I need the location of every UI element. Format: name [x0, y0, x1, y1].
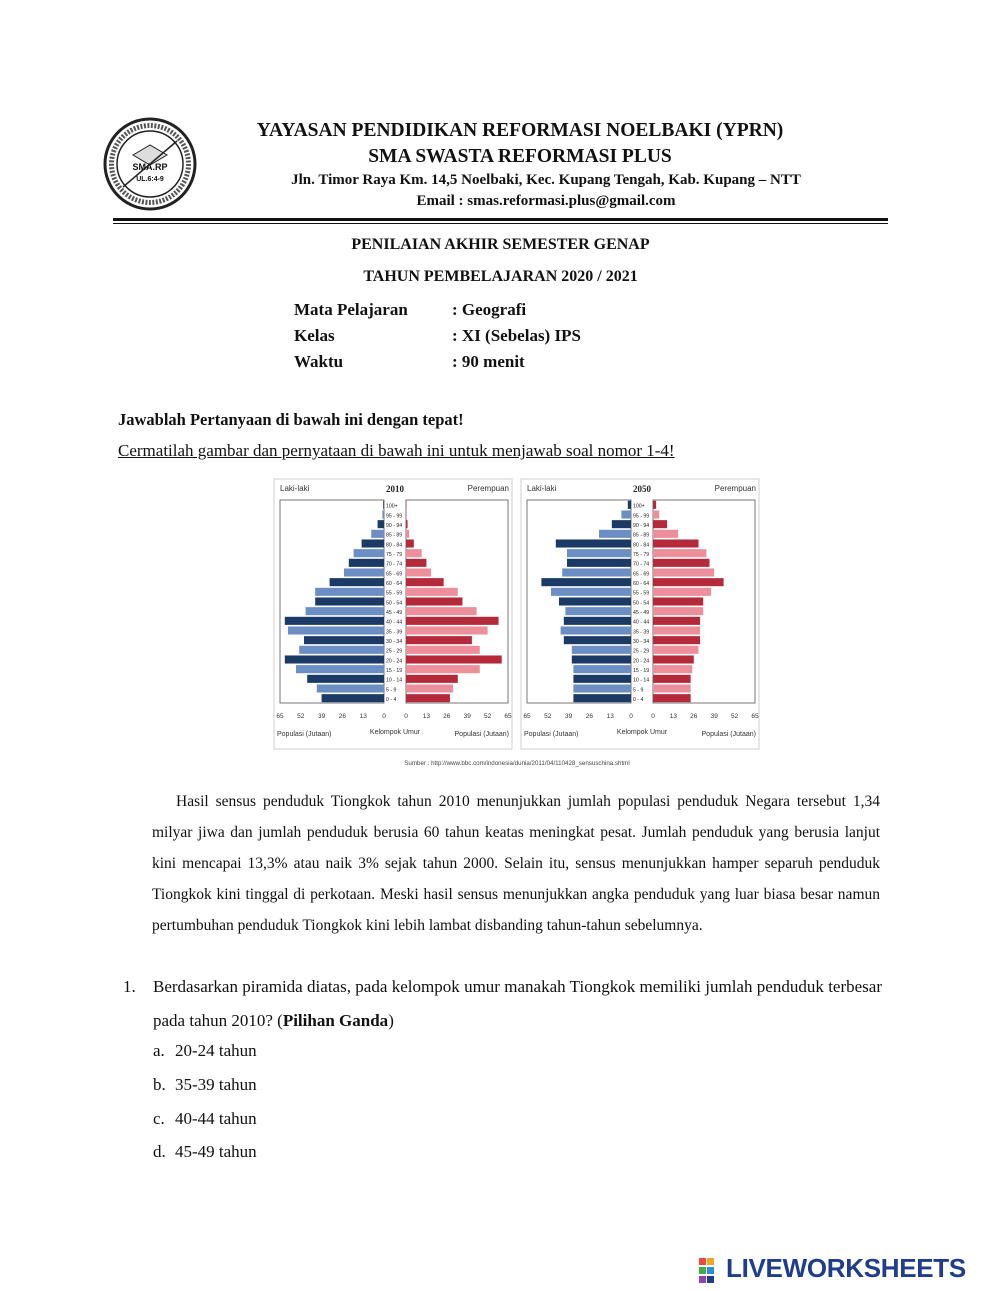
- pyramid-bar-female: [653, 675, 691, 683]
- pyramid-age-label: 75 - 79: [633, 552, 650, 558]
- pyramid-age-label: 10 - 14: [386, 677, 403, 684]
- pyramid-bar-male: [304, 636, 384, 644]
- option-b-letter: b.: [153, 1075, 166, 1094]
- pyramid-left-label: Laki-laki: [280, 484, 310, 493]
- pyramid-tick-label: 0: [629, 713, 633, 720]
- pyramid-bar-female: [653, 520, 667, 528]
- foundation-name: YAYASAN PENDIDIKAN REFORMASI NOELBAKI (YPRN): [256, 120, 784, 141]
- pyramid-bar-female: [653, 568, 714, 576]
- pyramid-bar-female: [653, 510, 659, 518]
- pyramid-tick-label: 52: [544, 713, 552, 720]
- pyramid-bar-female: [653, 655, 694, 663]
- pyramid-age-label: 95 - 99: [633, 513, 650, 520]
- main-instruction: Jawablah Pertanyaan di bawah ini dengan tepat!: [118, 410, 464, 429]
- pyramid-tick-label: 13: [669, 713, 678, 720]
- pyramid-bar-male: [315, 597, 384, 605]
- pyramid-age-label: 35 - 39: [633, 629, 650, 636]
- pyramid-center-label: Kelompok Umur: [369, 729, 421, 736]
- pyramid-bar-female: [653, 597, 703, 605]
- pyramid-age-label: 95 - 99: [386, 513, 403, 520]
- pyramid-age-label: 90 - 94: [386, 523, 403, 529]
- pyramid-age-label: 25 - 29: [633, 648, 650, 655]
- pyramid-bar-male: [567, 549, 631, 557]
- pyramid-age-label: 20 - 24: [633, 658, 650, 665]
- question-type: Pilihan Ganda: [282, 1010, 389, 1030]
- pyramid-bar-female: [653, 636, 700, 644]
- pyramid-tick-label: 52: [297, 713, 305, 720]
- pyramid-bar-female: [653, 549, 706, 557]
- pyramid-bar-male: [564, 617, 631, 625]
- pyramid-age-label: 50 - 54: [633, 600, 650, 607]
- pyramid-bar-male: [382, 510, 384, 518]
- pyramid-age-label: 15 - 19: [386, 668, 403, 674]
- pyramid-tick-label: 65: [504, 713, 512, 720]
- logo-text: SMA.RP: [132, 162, 168, 172]
- pyramid-bar-male: [612, 520, 631, 528]
- pyramid-bar-male: [573, 684, 631, 692]
- pyramid-xlabel-right: Populasi (Jutaan): [454, 731, 509, 738]
- pyramid-age-label: 35 - 39: [386, 629, 403, 636]
- pyramid-bar-male: [354, 549, 384, 557]
- pyramid-age-label: 85 - 89: [633, 532, 650, 539]
- pyramid-tick-label: 39: [564, 713, 573, 720]
- pyramid-bar-female: [653, 501, 656, 509]
- option-d-letter: d.: [153, 1142, 166, 1161]
- liveworksheets-brand[interactable]: LIVEWORKSHEETS: [726, 1253, 966, 1283]
- pyramid-year: 2010: [386, 484, 404, 494]
- pyramid-tick-label: 52: [730, 713, 739, 720]
- pyramid-age-label: 55 - 59: [633, 590, 650, 597]
- pyramid-bar-male: [330, 578, 384, 586]
- pyramid-bar-female: [653, 684, 691, 692]
- pyramid-bar-female: [406, 655, 502, 663]
- pyramid-age-label: 65 - 69: [633, 571, 650, 578]
- pyramid-year: 2050: [633, 484, 651, 494]
- pyramid-tick-label: 65: [523, 713, 531, 720]
- pyramid-age-label: 5 - 9: [633, 687, 644, 694]
- pyramid-bar-female: [653, 665, 692, 673]
- field-subject-value: : Geografi: [452, 300, 527, 319]
- pyramid-xlabel-right: Populasi (Jutaan): [701, 731, 756, 738]
- pyramid-bar-female: [406, 530, 409, 538]
- pyramid-age-label: 40 - 44: [633, 619, 650, 626]
- pyramid-bar-male: [564, 636, 631, 644]
- pyramid-right-label: Perempuan: [714, 484, 756, 493]
- pyramid-bar-male: [556, 539, 631, 547]
- pyramid-bar-female: [653, 530, 678, 538]
- option-d[interactable]: 45-49 tahun: [175, 1142, 257, 1161]
- pyramid-xlabel-left: Populasi (Jutaan): [524, 731, 579, 738]
- population-pyramids-chart: [273, 478, 761, 770]
- pyramid-bar-female: [406, 520, 408, 528]
- pyramid-bar-male: [383, 501, 384, 509]
- pyramid-bar-male: [599, 530, 631, 538]
- pyramid-center-label: Kelompok Umur: [616, 729, 668, 736]
- pyramid-bar-female: [653, 694, 691, 702]
- pyramid-bar-female: [406, 539, 414, 547]
- pyramid-tick-label: 26: [338, 713, 347, 720]
- sub-instruction: Cermatilah gambar dan pernyataan di bawah ini untuk menjawab soal nomor 1-4!: [118, 441, 675, 460]
- option-a-letter: a.: [153, 1041, 165, 1060]
- question-1: [118, 970, 882, 1037]
- pyramid-bar-female: [653, 578, 724, 586]
- pyramid-bar-female: [653, 588, 711, 596]
- field-class-label: Kelas: [294, 326, 335, 345]
- school-name: SMA SWASTA REFORMASI PLUS: [368, 146, 672, 167]
- pyramid-tick-label: 26: [585, 713, 594, 720]
- option-c[interactable]: 40-44 tahun: [175, 1109, 257, 1128]
- pyramid-bar-male: [307, 675, 384, 683]
- pyramid-age-label: 75 - 79: [386, 552, 403, 558]
- pyramid-age-label: 50 - 54: [386, 600, 403, 607]
- pyramid-bar-female: [406, 694, 450, 702]
- pyramid-bar-male: [315, 588, 384, 596]
- pyramid-age-label: 100+: [386, 503, 398, 510]
- pyramid-bar-male: [621, 510, 631, 518]
- field-time-value: : 90 menit: [452, 352, 525, 371]
- pyramid-tick-label: 0: [404, 713, 408, 720]
- pyramid-bar-female: [406, 646, 480, 654]
- pyramid-tick-label: 13: [359, 713, 367, 720]
- pyramid-bar-female: [406, 578, 444, 586]
- pyramid-bar-male: [573, 675, 631, 683]
- pyramid-bar-female: [406, 636, 472, 644]
- pyramid-bar-male: [551, 588, 631, 596]
- pyramid-bar-female: [653, 539, 699, 547]
- pyramid-bar-male: [285, 617, 384, 625]
- pyramid-tick-label: 65: [276, 713, 284, 720]
- pyramid-age-label: 0 - 4: [386, 697, 397, 703]
- pyramid-age-label: 45 - 49: [633, 610, 650, 616]
- option-c-letter: c.: [153, 1109, 165, 1128]
- pyramid-bar-male: [572, 646, 631, 654]
- question-close: ): [388, 1010, 394, 1030]
- question-text-block: [153, 970, 882, 1037]
- pyramid-age-label: 60 - 64: [386, 581, 403, 587]
- school-email: Email : smas.reformasi.plus@gmail.com: [416, 193, 676, 209]
- pyramid-age-label: 80 - 84: [386, 542, 403, 549]
- header-rule-thin: [113, 223, 888, 224]
- pyramid-age-label: 5 - 9: [386, 687, 397, 694]
- pyramid-age-label: 0 - 4: [633, 697, 644, 703]
- pyramid-bar-female: [406, 559, 426, 567]
- pyramid-bar-female: [406, 597, 462, 605]
- pyramid-bar-female: [653, 617, 700, 625]
- pyramid-bar-female: [653, 559, 709, 567]
- pyramid-bar-female: [406, 607, 477, 615]
- pyramid-bar-male: [371, 530, 384, 538]
- pyramid-bar-female: [406, 617, 499, 625]
- pyramid-age-label: 45 - 49: [386, 610, 403, 616]
- census-passage: [152, 786, 880, 941]
- exam-year: TAHUN PEMBELAJARAN 2020 / 2021: [363, 268, 638, 285]
- pyramid-tick-label: 13: [606, 713, 614, 720]
- pyramid-bar-male: [565, 607, 631, 615]
- pyramid-age-label: 100+: [633, 503, 645, 510]
- pyramid-xlabel-left: Populasi (Jutaan): [277, 731, 332, 738]
- option-a[interactable]: 20-24 tahun: [175, 1041, 257, 1060]
- pyramid-bar-female: [406, 549, 422, 557]
- pyramid-age-label: 70 - 74: [633, 561, 650, 568]
- pyramid-tick-label: 13: [422, 713, 431, 720]
- pyramid-tick-label: 26: [690, 713, 698, 720]
- pyramid-age-label: 30 - 34: [633, 639, 650, 645]
- pyramid-bar-female: [653, 626, 700, 634]
- pyramid-bar-male: [573, 694, 631, 702]
- liveworksheets-logo-icon: [699, 1258, 723, 1284]
- passage-text: Hasil sensus penduduk Tiongkok tahun 2010 menunjukkan jumlah populasi penduduk Negara tersebut 1,34 milyar jiwa dan jumlah penduduk berusia 60 tahun keatas meningkat pesat. Jumlah penduduk yang berusia lanjut kini mencapai 13,3% atau naik 3% sejak tahun 2000. Selain itu, sensus menunjukkan hamper separuh penduduk Tiongkok kini tinggal di perkotaan. Meski hasil sensus menunjukkan angka penduduk yang luar biasa besar namun pertumbuhan penduduk Tiongkok kini lebih lambat disbanding tahun-tahun sebelumnya.: [152, 793, 880, 934]
- pyramid-bar-female: [406, 675, 458, 683]
- pyramid-bar-female: [406, 665, 480, 673]
- pyramid-age-label: 40 - 44: [386, 619, 403, 626]
- pyramid-tick-label: 0: [651, 713, 655, 720]
- pyramid-bar-male: [628, 501, 631, 509]
- field-subject-label: Mata Pelajaran: [294, 300, 408, 319]
- pyramid-bar-male: [285, 655, 384, 663]
- pyramid-age-label: 25 - 29: [386, 648, 403, 655]
- pyramid-age-label: 30 - 34: [386, 639, 403, 645]
- pyramid-bar-male: [344, 568, 384, 576]
- pyramid-age-label: 70 - 74: [386, 561, 403, 568]
- pyramid-bar-male: [559, 597, 631, 605]
- pyramid-bar-female: [406, 588, 458, 596]
- pyramid-bar-male: [562, 568, 631, 576]
- field-time-label: Waktu: [294, 352, 344, 371]
- pyramid-left-label: Laki-laki: [527, 484, 557, 493]
- pyramid-tick-label: 26: [443, 713, 451, 720]
- pyramid-tick-label: 0: [382, 713, 386, 720]
- pyramid-bar-female: [406, 626, 488, 634]
- pyramid-tick-label: 39: [317, 713, 326, 720]
- pyramid-bar-male: [306, 607, 384, 615]
- exam-title: PENILAIAN AKHIR SEMESTER GENAP: [351, 236, 650, 253]
- pyramid-bar-female: [406, 510, 407, 518]
- pyramid-tick-label: 65: [751, 713, 759, 720]
- pyramid-bar-male: [362, 539, 384, 547]
- pyramid-age-label: 90 - 94: [633, 523, 650, 529]
- pyramid-bar-female: [653, 607, 703, 615]
- pyramid-age-label: 85 - 89: [386, 532, 403, 539]
- pyramid-tick-label: 39: [463, 713, 471, 720]
- header-rule-thick: [113, 218, 888, 221]
- question-number: 1.: [123, 977, 136, 996]
- pyramid-bar-female: [406, 568, 431, 576]
- pyramid-bar-male: [322, 694, 384, 702]
- pyramid-age-label: 55 - 59: [386, 590, 403, 597]
- pyramid-source: Sumber : http://www.bbc.com/indonesia/dunia/2011/04/110428_sensuschina.shtml: [404, 760, 630, 767]
- pyramid-age-label: 65 - 69: [386, 571, 403, 578]
- pyramid-age-label: 15 - 19: [633, 668, 650, 674]
- pyramid-tick-label: 39: [710, 713, 718, 720]
- pyramid-bar-female: [653, 646, 699, 654]
- pyramid-tick-label: 52: [483, 713, 492, 720]
- pyramid-age-label: 60 - 64: [633, 581, 650, 587]
- pyramid-bar-male: [573, 665, 631, 673]
- pyramid-age-label: 10 - 14: [633, 677, 650, 684]
- option-b[interactable]: 35-39 tahun: [175, 1075, 257, 1094]
- pyramid-age-label: 20 - 24: [386, 658, 403, 665]
- pyramid-bar-male: [299, 646, 384, 654]
- pyramid-bar-male: [349, 559, 384, 567]
- school-logo: [103, 117, 197, 211]
- pyramid-bar-male: [567, 559, 631, 567]
- pyramid-bar-female: [406, 684, 453, 692]
- pyramid-bar-male: [296, 665, 384, 673]
- logo-subtext: UL.6:4-9: [136, 176, 164, 183]
- pyramid-bar-male: [317, 684, 384, 692]
- question-text: Berdasarkan piramida diatas, pada kelompok umur manakah Tiongkok memiliki jumlah penduduk terbesar pada tahun 2010? (: [153, 977, 882, 1030]
- pyramid-age-label: 80 - 84: [633, 542, 650, 549]
- pyramid-bar-male: [378, 520, 384, 528]
- field-class-value: : XI (Sebelas) IPS: [452, 326, 581, 345]
- pyramid-bar-male: [561, 626, 631, 634]
- pyramid-bar-male: [541, 578, 631, 586]
- pyramid-bar-male: [572, 655, 631, 663]
- school-address: Jln. Timor Raya Km. 14,5 Noelbaki, Kec. Kupang Tengah, Kab. Kupang – NTT: [291, 172, 801, 188]
- pyramid-bar-male: [288, 626, 384, 634]
- pyramid-right-label: Perempuan: [467, 484, 509, 493]
